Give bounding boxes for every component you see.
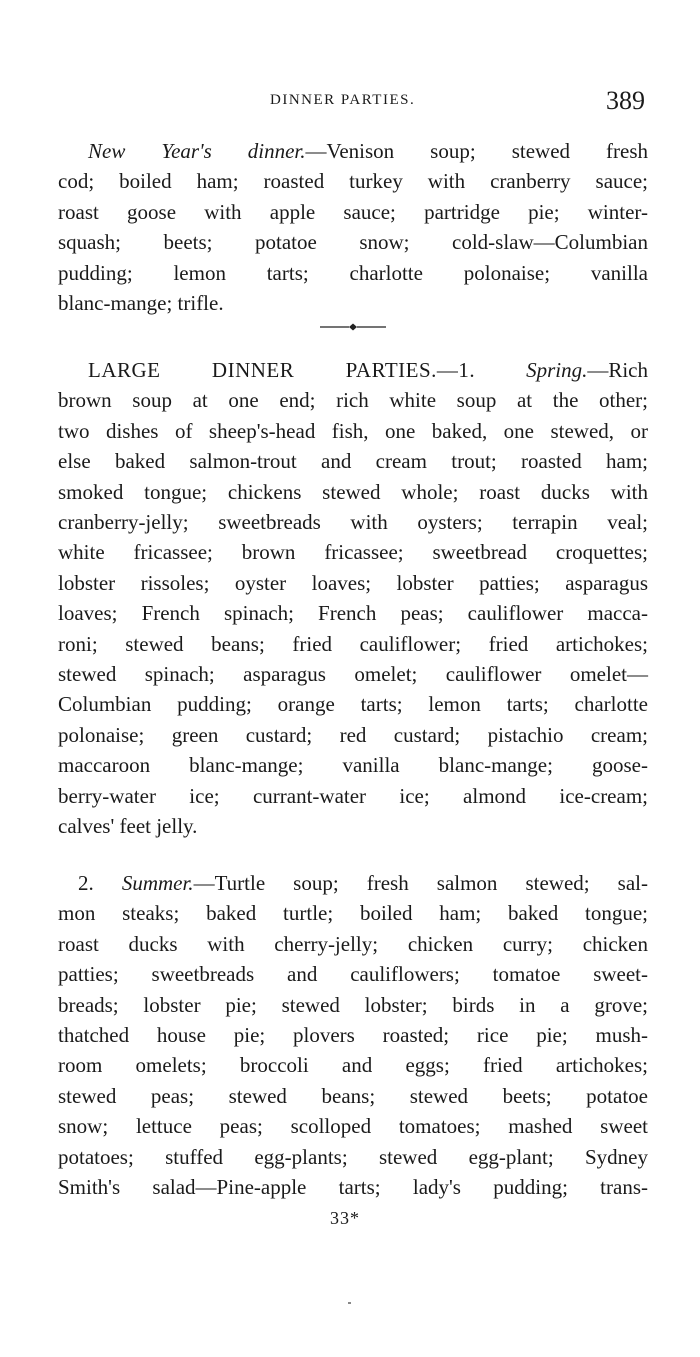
text-line: polonaise; green custard; red custard; pistachio cream; [58,722,648,747]
text-line: roast goose with apple sauce; partridge pie; winter- [58,199,648,224]
text-line: New Year's dinner.—Venison soup; stewed fresh [88,139,649,163]
text-line: room omelets; broccoli and eggs; fried artichokes; [58,1053,648,1078]
item-number: 2. [78,871,94,895]
text-line: pudding; lemon tarts; charlotte polonaise; vanilla [58,260,648,285]
text-line: stewed spinach; asparagus omelet; cauliflower omelet— [58,662,648,687]
text-line: Columbian pudding; orange tarts; lemon tarts; charlotte [58,692,648,717]
text-line: cod; boiled ham; roasted turkey with cranberry sauce; [58,169,648,194]
paragraph-new-year-dinner [58,136,648,318]
text-line: patties; sweetbreads and cauliflowers; tomatoe sweet- [58,962,648,987]
text-line: brown soup at one end; rich white soup at the other; [58,388,648,413]
text-line: LARGE DINNER PARTIES.—1. Spring.—Rich [88,358,649,382]
text-line: breads; lobster pie; stewed lobster; birds in a grove; [58,992,648,1017]
text-line: roast ducks with cherry-jelly; chicken curry; chicken [58,931,648,956]
text-line: lobster rissoles; oyster loaves; lobster patties; asparagus [58,570,648,595]
page-number: 389 [606,86,645,115]
text-line: squash; beets; potatoe snow; cold-slaw—Columbian [58,230,648,255]
text-line: 2. Summer.—Turtle soup; fresh salmon stewed; sal- [78,871,648,895]
text-line: Smith's salad—Pine-apple tarts; lady's pudding; trans- [58,1175,648,1200]
text-line: two dishes of sheep's-head fish, one baked, one stewed, or [58,418,648,443]
text-line: thatched house pie; plovers roasted; rice pie; mush- [58,1023,648,1048]
text-line: smoked tongue; chickens stewed whole; roast ducks with [58,479,648,504]
text-line: potatoes; stuffed egg-plants; stewed egg-plant; Sydney [58,1144,648,1169]
text-line: white fricassee; brown fricassee; sweetbread croquettes; [58,540,648,565]
text-line: else baked salmon-trout and cream trout; roasted ham; [58,449,648,474]
text-line: loaves; French spinach; French peas; cauliflower macca- [58,601,648,626]
text-line: maccaroon blanc-mange; vanilla blanc-mange; goose- [58,753,648,778]
text-line: blanc-mange; trifle. [58,291,224,316]
paper-speck [348,1302,351,1304]
section-divider-ornament [320,322,386,332]
signature-mark: 33* [330,1208,360,1228]
text-line: stewed peas; stewed beans; stewed beets; potatoe [58,1083,648,1108]
italic-lead: New Year's dinner. [88,139,306,163]
italic-season: Summer. [121,871,194,895]
text-line: mon steaks; baked turtle; boiled ham; baked tongue; [58,901,648,926]
text-line: roni; stewed beans; fried cauliflower; fried artichokes; [58,631,648,656]
text-line: snow; lettuce peas; scolloped tomatoes; mashed sweet [58,1114,648,1139]
italic-season: Spring. [526,358,588,382]
text-line: berry-water ice; currant-water ice; almond ice-cream; [58,783,648,808]
text-line: cranberry-jelly; sweetbreads with oysters; terrapin veal; [58,510,648,535]
section-heading: LARGE DINNER PARTIES.—1. [88,358,476,382]
text-line: calves' feet jelly. [58,814,198,839]
paragraph-summer [58,868,648,1202]
running-head: DINNER PARTIES. [270,92,416,108]
paragraph-large-dinner-parties [58,355,648,842]
